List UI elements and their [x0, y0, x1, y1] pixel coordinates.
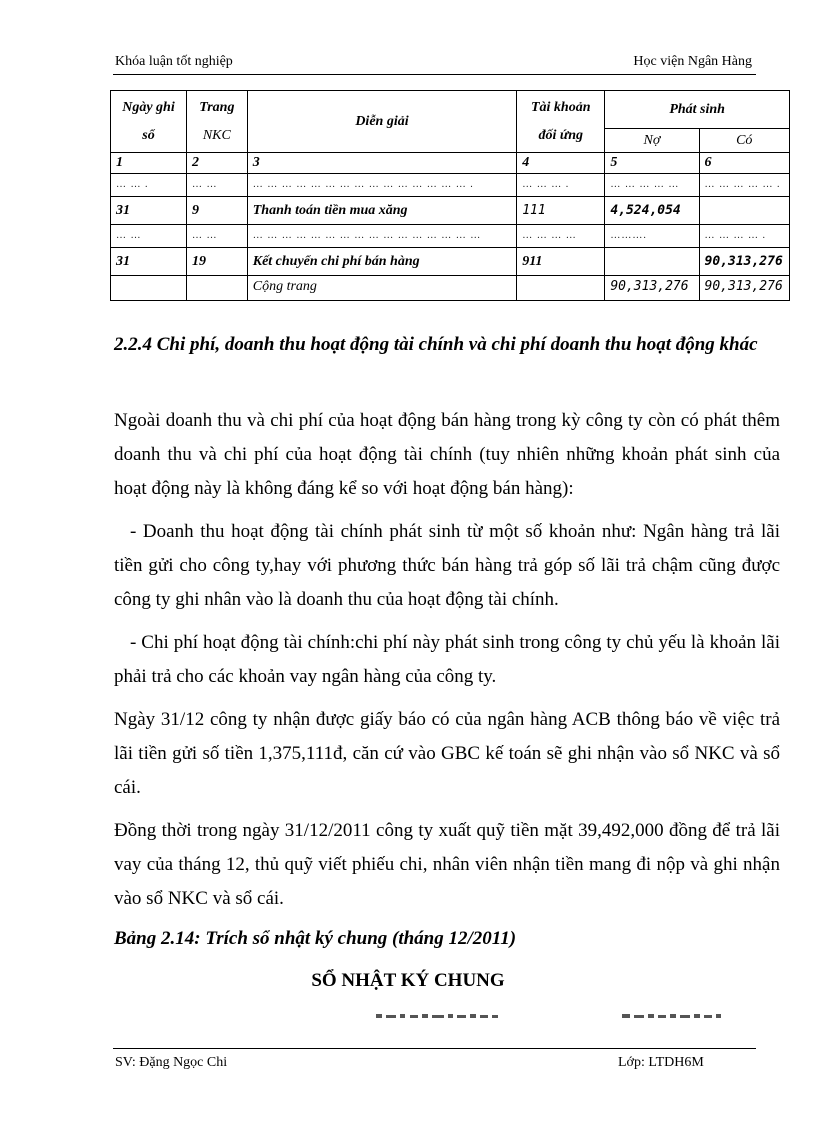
empty-cell	[186, 276, 247, 301]
total-debit: 90,313,276	[605, 276, 699, 301]
empty-cell	[111, 276, 187, 301]
ellipsis-cell: … … … .	[517, 174, 605, 197]
entry-page: 19	[186, 248, 247, 276]
header-page: Trang NKC	[186, 91, 247, 153]
table-row	[111, 197, 790, 225]
col-number: 5	[605, 153, 699, 174]
paragraph-bank-notice: Ngày 31/12 công ty nhận được giấy báo có của ngân hàng ACB thông báo về việc trả lãi tiền gửi số tiền 1,375,111đ, căn cứ vào GBC kế toán sẽ ghi nhận vào sổ NKC và sổ cái.	[114, 709, 780, 798]
ellipsis-cell: … …	[186, 174, 247, 197]
col-number: 4	[517, 153, 605, 174]
entry-debit	[605, 248, 699, 276]
document-title: SỔ NHẬT KÝ CHUNG	[311, 970, 505, 991]
header-credit: Có	[699, 129, 789, 153]
col-number: 2	[186, 153, 247, 174]
paragraph-financial-expense: - Chi phí hoạt động tài chính:chi phí này phát sinh trong công ty chủ yếu là khoản lãi phải trả cho các khoản vay ngân hàng của công ty.	[114, 632, 780, 687]
ellipsis-cell: … … … … … … … … … … … … … … … …	[247, 225, 516, 248]
total-label: Cộng trang	[247, 276, 516, 301]
table-row	[111, 225, 790, 248]
header-thesis-label: Khóa luận tốt nghiệp	[115, 54, 233, 69]
ellipsis-cell: … … … … … .	[699, 174, 789, 197]
header-description: Diễn giải	[247, 91, 516, 153]
total-credit: 90,313,276	[699, 276, 789, 301]
entry-description: Thanh toán tiền mua xăng	[247, 197, 516, 225]
entry-debit: 4,524,054	[605, 197, 699, 225]
ellipsis-cell: … …	[111, 225, 187, 248]
ellipsis-cell: … … … … .	[699, 225, 789, 248]
cut-off-text-line	[360, 1012, 740, 1018]
col-number: 3	[247, 153, 516, 174]
header-debit: Nợ	[605, 129, 699, 153]
header-institution: Học viện Ngân Hàng	[633, 54, 752, 69]
ellipsis-cell: ……….	[605, 225, 699, 248]
table-row	[111, 174, 790, 197]
paragraph-financial-revenue: - Doanh thu hoạt động tài chính phát sinh từ một số khoản như: Ngân hàng trả lãi tiền gửi cho công ty,hay với phương thức bán hàng trả góp số lãi trả chậm cũng được công ty ghi nhân vào là doanh thu của hoạt động tài chính.	[114, 521, 780, 610]
section-heading: 2.2.4 Chi phí, doanh thu hoạt động tài chính và chi phí doanh thu hoạt động khác	[114, 334, 758, 355]
ellipsis-cell: … …	[186, 225, 247, 248]
ellipsis-cell: … … .	[111, 174, 187, 197]
entry-account: 911	[517, 248, 605, 276]
table-row	[111, 153, 790, 174]
ellipsis-cell: … … … … … … … … … … … … … … … .	[247, 174, 516, 197]
ellipsis-cell: … … … … …	[605, 174, 699, 197]
table-caption: Bảng 2.14: Trích sổ nhật ký chung (tháng 12/2011)	[114, 928, 517, 949]
footer-class: Lớp: LTDH6M	[618, 1055, 704, 1070]
paragraph-cash-payment: Đồng thời trong ngày 31/12/2011 công ty xuất quỹ tiền mặt 39,492,000 đồng để trả lãi vay của tháng 12, thủ quỹ viết phiếu chi, nhân viên nhận tiền mang đi nộp và ghi nhận vào sổ NKC và sổ cái.	[114, 820, 780, 909]
header-arising: Phát sinh	[605, 91, 790, 129]
ellipsis-cell: … … … …	[517, 225, 605, 248]
entry-credit	[699, 197, 789, 225]
entry-credit: 90,313,276	[699, 248, 789, 276]
paragraph-intro: Ngoài doanh thu và chi phí của hoạt động bán hàng trong kỳ công ty còn có phát thêm doanh thu và chi phí của hoạt động tài chính (tuy nhiên những khoản phát sinh của hoạt động này là không đáng kể so với hoạt động bán hàng):	[114, 410, 780, 499]
header-account: Tài khoản đối ứng	[517, 91, 605, 153]
entry-account: 111	[517, 197, 605, 225]
col-number: 6	[699, 153, 789, 174]
journal-excerpt-table	[110, 90, 790, 301]
entry-date: 31	[111, 197, 187, 225]
header-date: Ngày ghi sổ	[111, 91, 187, 153]
footer-student: SV: Đặng Ngọc Chi	[115, 1055, 228, 1070]
empty-cell	[517, 276, 605, 301]
col-number: 1	[111, 153, 187, 174]
page-header	[113, 52, 756, 75]
table-row	[111, 248, 790, 276]
entry-description: Kết chuyển chi phí bán hàng	[247, 248, 516, 276]
page-footer	[113, 1048, 756, 1070]
table-row-total	[111, 276, 790, 301]
entry-page: 9	[186, 197, 247, 225]
entry-date: 31	[111, 248, 187, 276]
